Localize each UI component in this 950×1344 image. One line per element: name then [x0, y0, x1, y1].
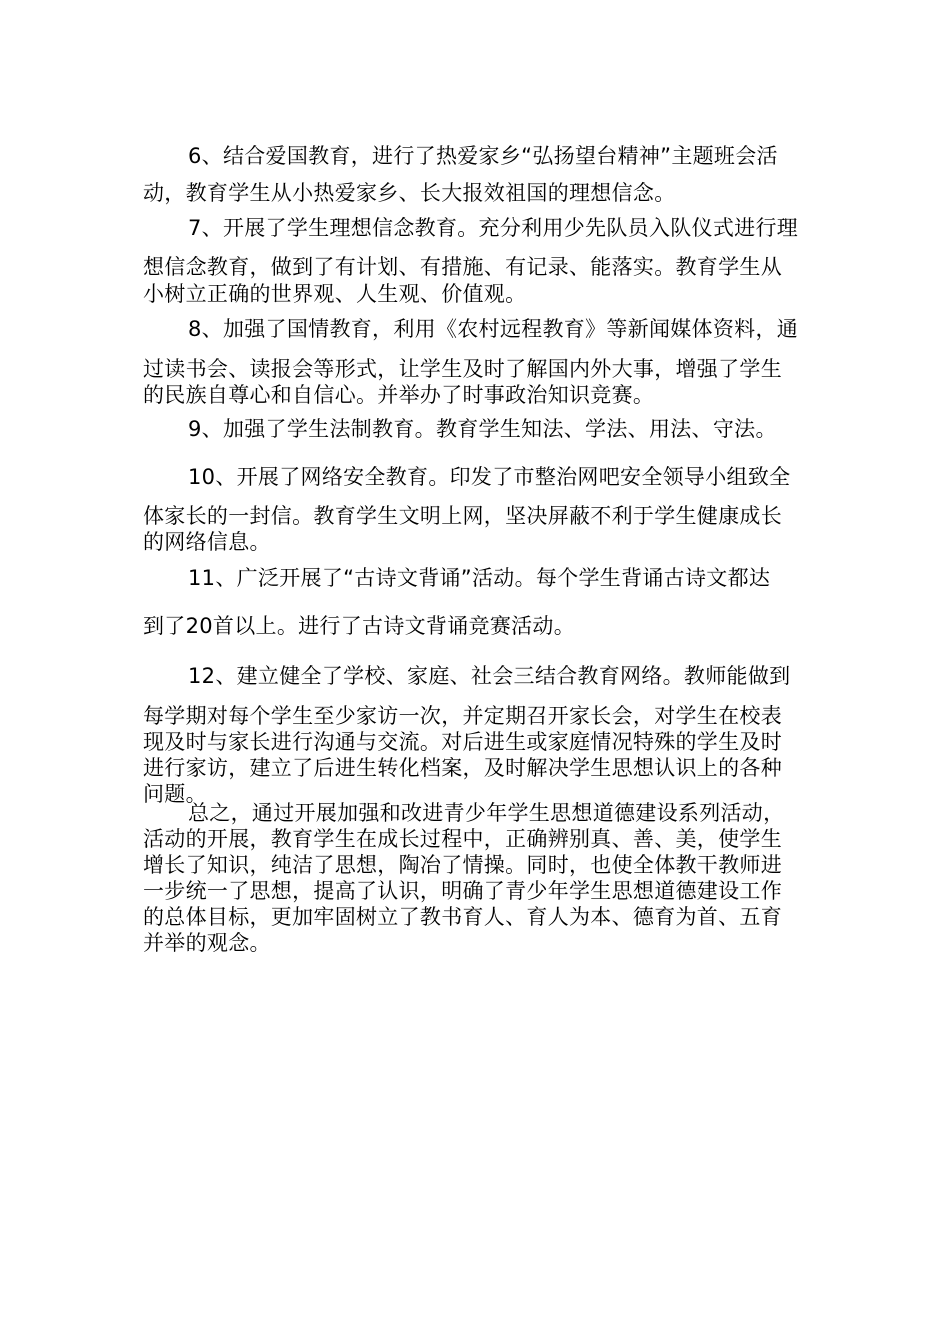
text-line: 想信念教育，做到了有计划、有措施、有记录、能落实。教育学生从 — [143, 255, 782, 279]
text-line: 9、加强了学生法制教育。教育学生知法、学法、用法、守法。 — [188, 417, 777, 441]
text-line: 一步统一了思想，提高了认识，明确了青少年学生思想道德建设工作 — [143, 879, 782, 903]
text-line: 12、建立健全了学校、家庭、社会三结合教育网络。教师能做到 — [188, 664, 791, 688]
text-line: 10、开展了网络安全教育。印发了市整治网吧安全领导小组致全 — [188, 465, 791, 489]
text-line: 8、加强了国情教育，利用《农村远程教育》等新闻媒体资料，通 — [188, 317, 799, 341]
text-line: 动，教育学生从小热爱家乡、长大报效祖国的理想信念。 — [143, 181, 676, 205]
text-line: 小树立正确的世界观、人生观、价值观。 — [143, 282, 527, 306]
text-line: 每学期对每个学生至少家访一次，并定期召开家长会，对学生在校表 — [143, 704, 782, 728]
text-line: 的网络信息。 — [143, 530, 271, 554]
text-line: 的总体目标，更加牢固树立了教书育人、育人为本、德育为首、五育 — [143, 905, 782, 929]
text-line: 到了20首以上。进行了古诗文背诵竞赛活动。 — [143, 614, 576, 638]
text-line: 并举的观念。 — [143, 931, 271, 955]
text-line: 体家长的一封信。教育学生文明上网，坚决屏蔽不利于学生健康成长 — [143, 504, 782, 528]
text-line: 现及时与家长进行沟通与交流。对后进生或家庭情况特殊的学生及时 — [143, 730, 782, 754]
text-line: 活动的开展，教育学生在成长过程中，正确辨别真、善、美，使学生 — [143, 827, 782, 851]
text-line: 过读书会、读报会等形式，让学生及时了解国内外大事，增强了学生 — [143, 357, 782, 381]
text-line: 进行家访，建立了后进生转化档案，及时解决学生思想认识上的各种 — [143, 756, 782, 780]
text-line: 的民族自尊心和自信心。并举办了时事政治知识竞赛。 — [143, 383, 655, 407]
text-line: 增长了知识，纯洁了思想，陶冶了情操。同时，也使全体教干教师进 — [143, 853, 782, 877]
text-line: 6、结合爱国教育，进行了热爱家乡“弘扬望台精神”主题班会活 — [188, 144, 778, 168]
text-line: 总之，通过开展加强和改进青少年学生思想道德建设系列活动， — [188, 801, 785, 825]
text-line: 7、开展了学生理想信念教育。充分利用少先队员入队仪式进行理 — [188, 216, 799, 240]
text-line: 问题。 — [143, 782, 207, 806]
text-line: 11、广泛开展了“古诗文背诵”活动。每个学生背诵古诗文都达 — [188, 566, 771, 590]
